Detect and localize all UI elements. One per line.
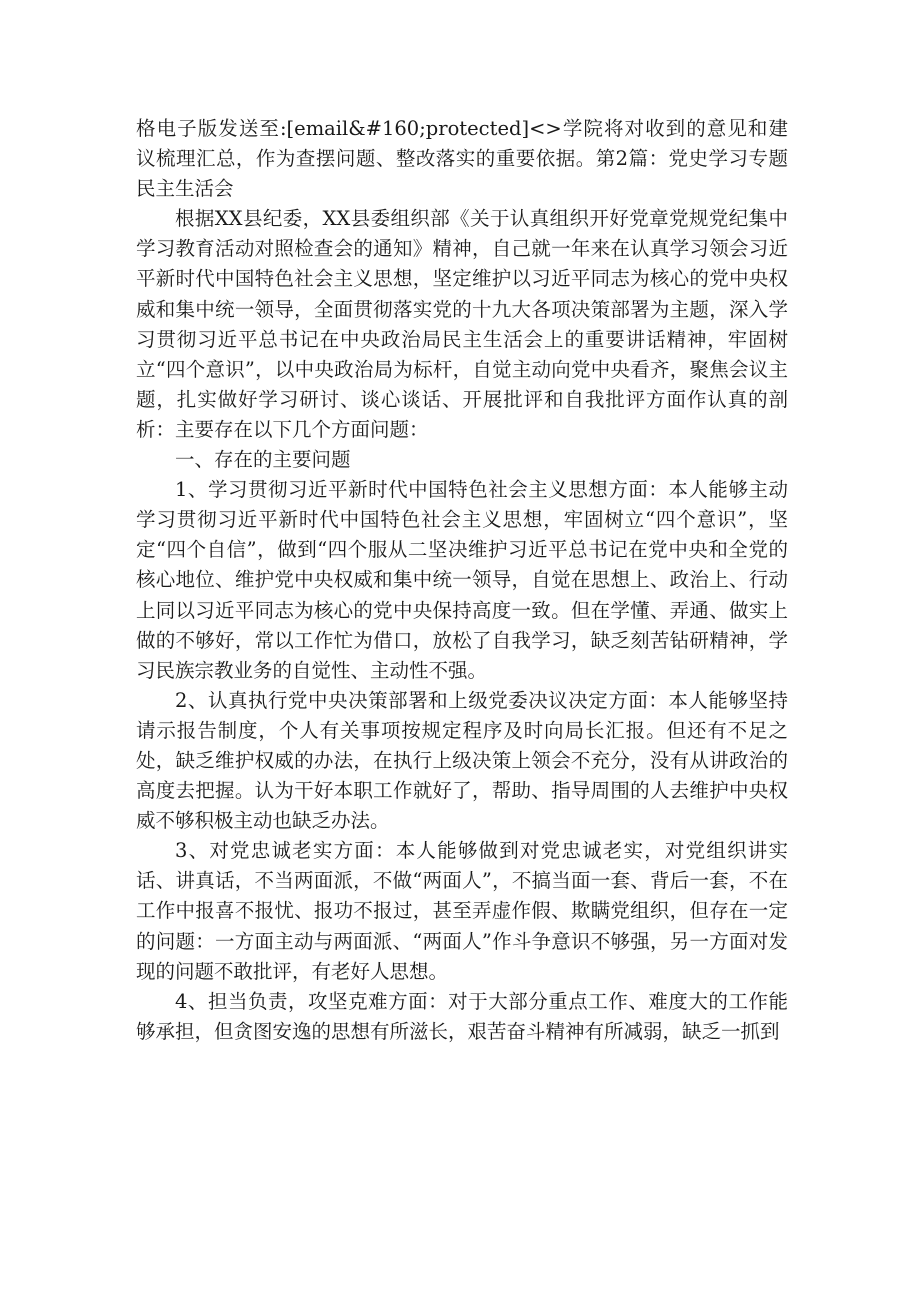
paragraph-item-4: 4、担当负责，攻坚克难方面：对于大部分重点工作、难度大的工作能够承担，但贪图安逸的思想有所滋长，艰苦奋斗精神有所减弱，缺乏一抓到 xyxy=(136,989,788,1043)
section-heading: 一、存在的主要问题 xyxy=(175,448,351,472)
paragraph-intro: 根据XX县纪委，XX县委组织部《关于认真组织开好党章党规党纪集中学习教育活动对照检查会的通知》精神，自己就一年来在认真学习领会习近平新时代中国特色社会主义思想，坚定维护以习近平同志为核心的党中央权威和集中统一领导，全面贯彻落实党的十九大各项决策部署为主题，深入学习贯彻习近平总书记在中央政治局民主生活会上的重要讲话精神，牢固树立“四个意识”，以中央政治局为标杆，自觉主动向党中央看齐，聚焦会议主题，扎实做好学习研讨、谈心谈话、开展批评和自我批评方面作认真的剖析：主要存在以下几个方面问题： xyxy=(136,207,788,441)
paragraph-item-3: 3、对党忠诚老实方面：本人能够做到对党忠诚老实，对党组织讲实话、讲真话，不当两面派，不做“两面人”，不搞当面一套、背后一套，不在工作中报喜不报忧、报功不报过，甚至弄虚作假、欺瞒党组织，但存在一定的问题：一方面主动与两面派、“两面人”作斗争意识不够强，另一方面对发现的问题不敢批评，有老好人思想。 xyxy=(136,839,788,983)
paragraph-item-1: 1、学习贯彻习近平新时代中国特色社会主义思想方面：本人能够主动学习贯彻习近平新时代中国特色社会主义思想，牢固树立“四个意识”，坚定“四个自信”，做到“四个服从二坚决维护习近平总书记在党中央和全党的核心地位、维护党中央权威和集中统一领导，自觉在思想上、政治上、行动上同以习近平同志为核心的党中央保持高度一致。但在学懂、弄通、做实上做的不够好，常以工作忙为借口，放松了自我学习，缺乏刻苦钻研精神，学习民族宗教业务的自觉性、主动性不强。 xyxy=(136,478,788,682)
paragraph-continuation: 格电子版发送至:[email&#160;protected]<>学院将对收到的意见和建议梳理汇总，作为查摆问题、整改落实的重要依据。第2篇：党史学习专题民主生活会 xyxy=(136,117,788,201)
paragraph-item-2: 2、认真执行党中央决策部署和上级党委决议决定方面：本人能够坚持请示报告制度，个人有关事项按规定程序及时向局长汇报。但还有不足之处，缺乏维护权威的办法，在执行上级决策上领会不充分，没有从讲政治的高度去把握。认为干好本职工作就好了，帮助、指导周围的人去维护中央权威不够积极主动也缺乏办法。 xyxy=(136,688,788,833)
document-body xyxy=(136,114,788,1047)
